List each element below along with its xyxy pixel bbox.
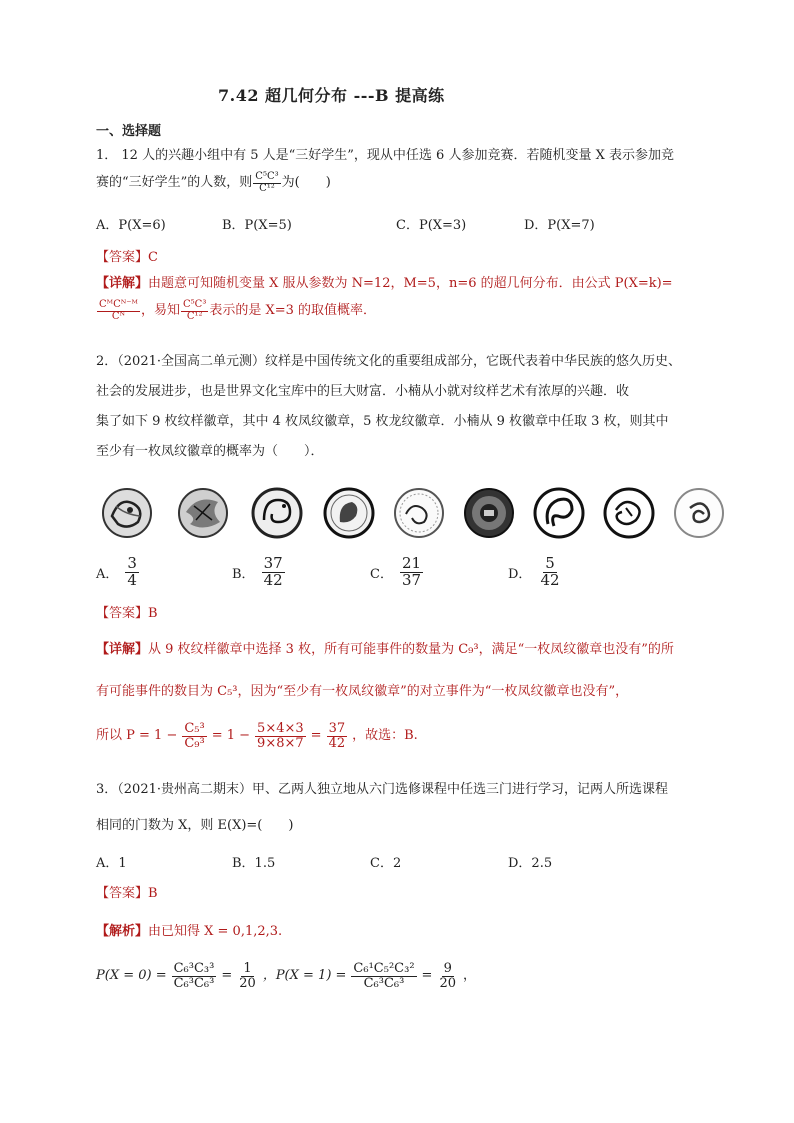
q3-analysis-text: 由已知得 X = 0,1,2,3. [148, 924, 283, 939]
page-title: 7.42 超几何分布 ---B 提高练 [218, 86, 445, 105]
dragon-badge-4 [602, 486, 656, 540]
q1-detail-line1 [96, 276, 673, 292]
q1-detail-text: 由题意可知随机变量 X 服从参数为 N=12，M=5，n=6 的超几何分布．由公式 P(X=k)= [148, 276, 673, 291]
q2-line4: 至少有一枚凤纹徽章的概率为（ ）． [96, 444, 324, 459]
q3-p0-pre: P(X = 0) = [96, 968, 167, 984]
q3-option-c: C．2 [370, 856, 402, 871]
dragon-badge-2 [392, 486, 446, 540]
q1-fraction [253, 172, 280, 194]
q2-line1: 2．（2021·全国高二单元测）纹样是中国传统文化的重要组成部分，它既代表着中华民族的悠久历史、 [96, 354, 681, 369]
q2-detail-label: 【详解】 [96, 642, 149, 657]
q2-option-b-den: 42 [263, 570, 283, 589]
q1-option-d: D．P(X=7) [524, 218, 595, 233]
phoenix-badge-2 [176, 486, 230, 540]
q1-option-b: B．P(X=5) [222, 218, 292, 233]
q1-formula-fraction [97, 300, 140, 322]
q2-option-d [508, 556, 563, 589]
q2-option-a [96, 556, 140, 589]
q2-detail-line3-mid: = 1 − [211, 728, 251, 744]
q3-p0-den: C₆³C₆³ [173, 975, 215, 991]
q1-line2 [96, 172, 331, 194]
phoenix-badge-1 [100, 486, 154, 540]
dragon-badge-1 [250, 486, 304, 540]
q2-detail-fraction3 [327, 722, 348, 750]
q1-detail-label: 【详解】 [96, 276, 149, 291]
q1-frac-den: C¹² [259, 182, 275, 194]
q2-detail-line3-pre: 所以 P = 1 − [96, 728, 178, 744]
q2-detail-f3-den: 42 [328, 735, 346, 751]
q3-p1-num: C₆¹C₅²C₃² [353, 961, 415, 976]
q1-detail-frac2-den: C¹² [186, 310, 203, 322]
q2-detail-fraction2 [255, 722, 306, 750]
q3-p1-pre: ，P(X = 1) = [262, 968, 347, 984]
q2-option-a-num: 3 [127, 554, 137, 572]
q2-detail-f2-num: 5×4×3 [257, 721, 304, 736]
q2-option-c-label: C． [370, 566, 393, 582]
q3-p1-rnum: 9 [443, 961, 452, 976]
q3-p0-rden: 20 [239, 975, 256, 991]
q3-analysis-label: 【解析】 [96, 924, 149, 939]
q1-line2-post: 为( ) [281, 175, 331, 191]
q2-option-d-num: 5 [545, 554, 555, 572]
q2-option-b-label: B． [232, 566, 255, 582]
q1-option-a: A．P(X=6) [96, 218, 166, 233]
q3-probability-line [96, 962, 476, 990]
q2-option-b-fraction [262, 556, 285, 589]
q3-option-a: A．1 [96, 856, 127, 871]
q1-formula-num: CᴹCᴺ⁻ᴹ [99, 299, 138, 310]
q2-detail-line3 [96, 722, 418, 750]
q2-option-c-den: 37 [401, 570, 422, 589]
q2-line2: 社会的发展进步，也是世界文化宝库中的巨大财富．小楠从小就对纹样艺术有浓厚的兴趣．收 [96, 384, 630, 399]
q1-detail-mid: ，易知 [141, 303, 181, 319]
q2-answer: 【答案】B [96, 606, 158, 621]
q3-p1-eq: = [421, 968, 433, 984]
dragon-badge-5 [672, 486, 726, 540]
q2-detail-line3-post: ，故选：B. [352, 728, 418, 744]
q2-detail-f3-num: 37 [328, 721, 346, 736]
q2-option-b-num: 37 [263, 554, 283, 572]
q3-p0-eq: = [221, 968, 233, 984]
q2-option-c-fraction [400, 556, 423, 589]
section-heading: 一、选择题 [96, 124, 162, 139]
q3-line1: 3．（2021·贵州高二期末）甲、乙两人独立地从六门选修课程中任选三门进行学习，记两人所选课程 [96, 782, 668, 797]
q1-formula-den: Cᴺ [111, 310, 126, 322]
q2-detail-line2: 有可能事件的数目为 C₅³，因为“至少有一枚凤纹徽章”的对立事件为“一枚凤纹徽章也没有”， [96, 684, 629, 699]
q2-option-c-num: 21 [401, 554, 422, 572]
q1-detail-fraction2 [181, 300, 208, 322]
q1-detail-line2 [96, 300, 376, 322]
q3-p0-fraction [172, 962, 217, 990]
q3-p1-rden: 20 [439, 975, 456, 991]
badge-images-row [100, 486, 728, 542]
q2-option-d-den: 42 [540, 570, 560, 589]
q2-option-a-den: 4 [127, 570, 137, 589]
q2-detail-f2-den: 9×8×7 [257, 735, 304, 751]
q1-option-c: C．P(X=3) [396, 218, 467, 233]
phoenix-badge-3 [322, 486, 376, 540]
q2-option-d-label: D． [508, 566, 532, 582]
q2-option-b [232, 556, 286, 589]
q3-option-b: B．1.5 [232, 856, 276, 871]
q1-frac-num: C⁵C³ [255, 171, 279, 182]
q1-line2-pre: 赛的“三好学生”的人数，则 [96, 175, 253, 191]
q2-detail-f1-den: C₉³ [184, 735, 205, 751]
q3-option-d: D．2.5 [508, 856, 553, 871]
q2-detail-line3-eq: = [310, 728, 322, 744]
q2-detail-fraction1 [182, 722, 206, 750]
q3-p1-fraction [351, 962, 416, 990]
q2-detail-text1: 从 9 枚纹样徽章中选择 3 枚，所有可能事件的数量为 C₉³，满足“一枚凤纹徽章也没有”的所 [148, 642, 674, 657]
q3-analysis-line [96, 924, 282, 940]
q3-p1-post: ， [462, 968, 476, 984]
q2-option-d-fraction [538, 556, 561, 589]
dragon-badge-3 [532, 486, 586, 540]
q2-option-a-fraction [125, 556, 139, 589]
q2-line3: 集了如下 9 枚纹样徽章，其中 4 枚凤纹徽章，5 枚龙纹徽章．小楠从 9 枚徽章中任取 3 枚，则其中 [96, 414, 669, 429]
phoenix-badge-4 [462, 486, 516, 540]
q3-p0-num: C₆³C₃³ [173, 961, 215, 976]
q2-option-a-label: A． [96, 566, 119, 582]
q3-p0-rnum: 1 [243, 961, 252, 976]
q3-p0-result [237, 962, 258, 990]
q1-detail-post: 表示的是 X=3 的取值概率． [209, 303, 377, 319]
q2-option-c [370, 556, 424, 589]
q3-line2: 相同的门数为 X，则 E(X)=( ) [96, 818, 294, 833]
q1-answer: 【答案】C [96, 250, 158, 265]
q3-answer: 【答案】B [96, 886, 158, 901]
q1-line1: 1． 12 人的兴趣小组中有 5 人是“三好学生”，现从中任选 6 人参加竞赛．若随机变量 X 表示参加竞 [96, 148, 674, 163]
q1-detail-frac2-num: C⁵C³ [183, 299, 207, 310]
q3-p1-den: C₆³C₆³ [363, 975, 405, 991]
q3-p1-result [437, 962, 458, 990]
q2-detail-f1-num: C₅³ [184, 721, 205, 736]
q2-detail-line1 [96, 642, 674, 658]
